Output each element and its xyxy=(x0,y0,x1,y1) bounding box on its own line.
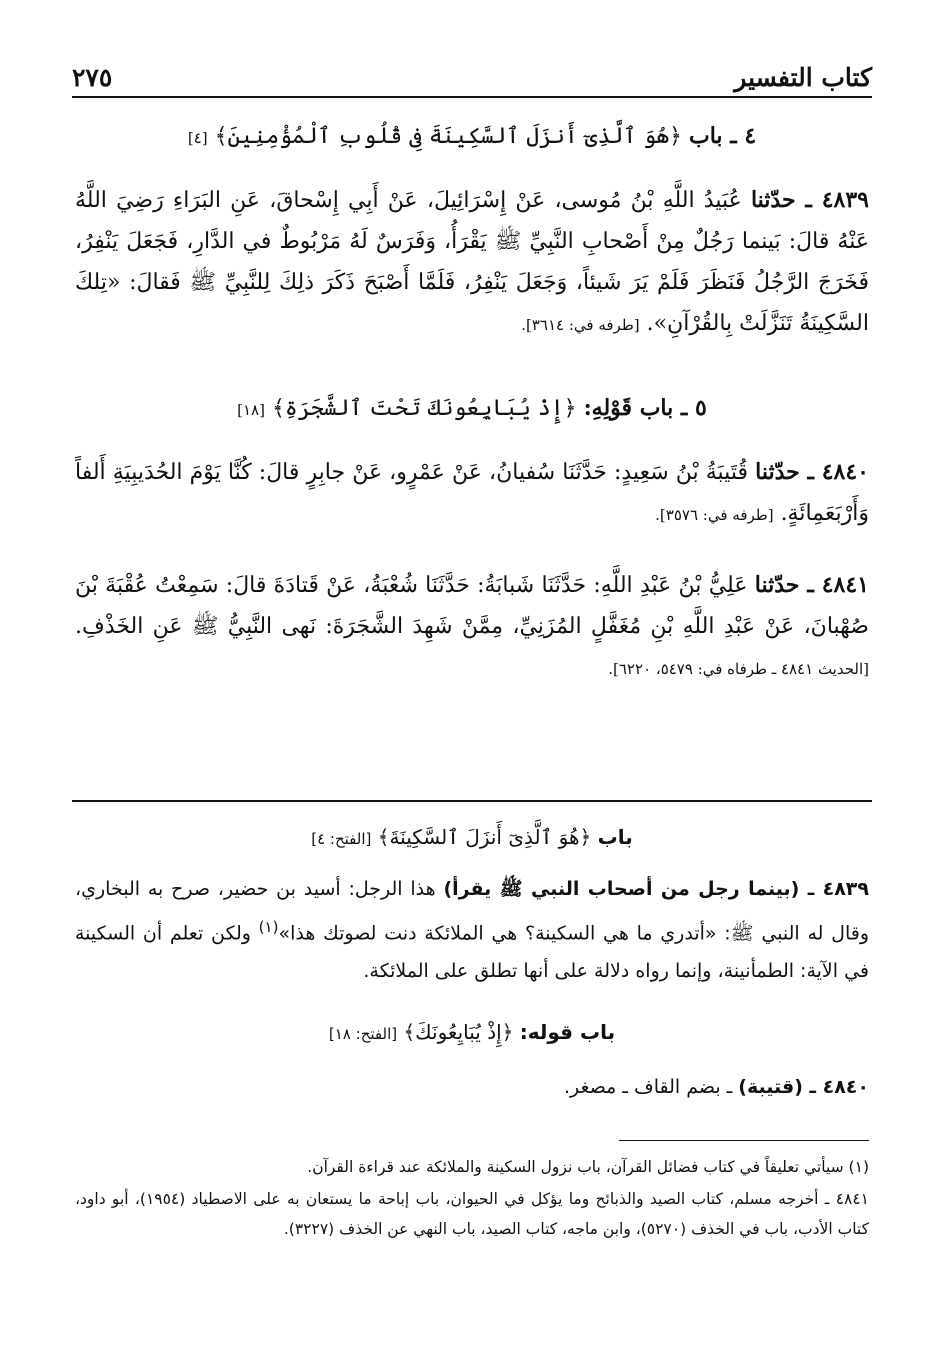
commentary-chapter-2-verse: ﴿إِذْ يُبَايِعُونَكَ﴾ xyxy=(403,1020,514,1044)
commentary-chapter-1 xyxy=(75,820,869,856)
chapter-5-verse: ﴿إِذْ يُبَايِعُونَكَ تَحْتَ ٱلشَّجَرَةِ﴾ xyxy=(271,396,577,421)
commentary-divider xyxy=(72,800,872,802)
commentary-4839 xyxy=(75,870,869,990)
hadith-4841-number: ٤٨٤١ ـ حدّثنا xyxy=(754,572,869,598)
hadith-4839 xyxy=(75,180,869,346)
chapter-4-ref: [٤] xyxy=(187,129,208,147)
commentary-4840-lead: ٤٨٤٠ ـ (قتيبة) xyxy=(738,1076,869,1098)
hadith-4841 xyxy=(75,565,869,690)
hadith-4841-ref: [الحديث ٤٨٤١ ـ طرفاه في: ٥٤٧٩، ٦٢٢٠]. xyxy=(608,660,869,678)
hadith-4839-text: عُبَيدُ اللَّهِ بْنُ مُوسى، عَنْ إِسْرَائِيلَ، عَنْ أَبِي إِسْحاقَ، عَنِ البَرَاءِ رَضِيَ اللَّهُ عَنْهُ قالَ: بَينما رَجُلٌ مِنْ أَصْحابِ النَّبِيِّ ﷺ يَقْرَأُ، وَفَرَسٌ لَهُ مَرْبُوطٌ في الدَّارِ، فَجَعَلَ يَنْفِرُ، فَخَرَجَ الرَّجُلُ فَنَظَرَ فَلَمْ يَرَ شَيئاً، وَجَعَلَ يَنْفِرُ، فَلَمَّا أَصْبَحَ ذَكَرَ ذلِكَ لِلنَّبِيِّ ﷺ فَقالَ: «تِلكَ السَّكِينَةُ تَنَزَّلَتْ بِالقُرْآنِ». xyxy=(75,188,869,336)
footnote-1: (١) سيأتي تعليقاً في كتاب فضائل القرآن، باب نزول السكينة والملائكة عند قراءة القرآن. xyxy=(307,1158,869,1176)
page-number: ٢٧٥ xyxy=(72,63,113,92)
commentary-chapter-1-ref: [الفتح: ٤] xyxy=(311,830,372,848)
footnote-divider xyxy=(619,1140,869,1141)
hadith-4839-ref: [طرفه في: ٣٦١٤]. xyxy=(521,316,640,334)
hadith-4840 xyxy=(75,452,869,536)
book-title: كتاب التفسير xyxy=(734,63,872,92)
commentary-chapter-2-ref: [الفتح: ١٨] xyxy=(328,1025,398,1043)
running-header xyxy=(72,52,872,98)
commentary-4840-text: ـ بضم القاف ـ مصغر. xyxy=(564,1076,733,1098)
commentary-4839-text: هذا الرجل: أسيد بن حضير، صرح به البخاري، وقال له النبي ﷺ: «أتدري ما هي السكينة؟ هي الملائكة دنت لصوتك هذا» xyxy=(75,878,870,945)
commentary-4840 xyxy=(75,1068,869,1106)
hadith-4840-ref: [طرفه في: ٣٥٧٦]. xyxy=(655,506,774,524)
chapter-4-title: ٤ ـ باب xyxy=(689,123,757,149)
hadith-4840-number: ٤٨٤٠ ـ حدّثنا xyxy=(755,459,869,485)
footnote-marker: (١) xyxy=(258,918,279,936)
footnote-4841: ٤٨٤١ ـ أخرجه مسلم، كتاب الصيد والذبائح وما يؤكل في الحيوان، باب إباحة ما يستعان به على الاصطياد (١٩٥٤)، أبو داود، كتاب الأدب، باب في الخذف (٥٢٧٠)، وابن ماجه، كتاب الصيد، باب النهي عن الخذف (٣٢٢٧). xyxy=(75,1190,869,1238)
chapter-5-ref: [١٨] xyxy=(237,401,265,419)
hadith-4839-number: ٤٨٣٩ ـ حدّثنا xyxy=(750,187,869,213)
commentary-chapter-1-title: باب xyxy=(597,825,633,849)
commentary-4839-text-2: ولكن تعلم أن السكينة في الآية: الطمأنينة، وإنما رواه دلالة على أنها تطلق على الملائكة. xyxy=(75,922,869,983)
commentary-chapter-2-title: باب قوله: xyxy=(519,1020,616,1044)
chapter-5-heading xyxy=(75,390,869,428)
chapter-4-verse: ﴿هُوَ ٱلَّذِىٓ أَنزَلَ ٱلسَّكِينَةَ فِى قُلُوبِ ٱلْمُؤْمِنِينَ﴾ xyxy=(214,124,682,149)
commentary-4839-lead: ٤٨٣٩ ـ (بينما رجل من أصحاب النبي ﷺ يقرأ) xyxy=(443,878,869,900)
commentary-chapter-2 xyxy=(75,1015,869,1051)
chapter-5-title: ٥ ـ باب قَوْلِهِ: xyxy=(583,395,707,421)
hadith-4841-text: عَلِيُّ بْنُ عَبْدِ اللَّهِ: حَدَّثَنَا شَبابَةُ: حَدَّثَنَا شُعْبَةُ، عَنْ قَتادَةَ قالَ: سَمِعْتُ عُقْبَةَ بْنَ صُهْبانَ، عَنْ عَبْدِ اللَّهِ بْنِ مُغَفَّلٍ المُزَنِيِّ، مِمَّنْ شَهِدَ الشَّجَرَةَ: نَهى النَّبِيُّ ﷺ عَنِ الخَذْفِ. xyxy=(75,573,869,639)
hadith-4840-text: قُتَيبَةُ بْنُ سَعِيدٍ: حَدَّثَنَا سُفيانُ، عَنْ عَمْرٍو، عَنْ جابِرٍ قالَ: كُنَّا يَوْمَ الحُدَيبِيَةِ أَلفاً وَأَرْبَعَمِائَةٍ. xyxy=(75,460,869,526)
chapter-4-heading xyxy=(75,118,869,156)
commentary-chapter-1-verse: ﴿هُوَ ٱلَّذِىٓ أَنزَلَ ٱلسَّكِينَةَ﴾ xyxy=(377,825,592,849)
